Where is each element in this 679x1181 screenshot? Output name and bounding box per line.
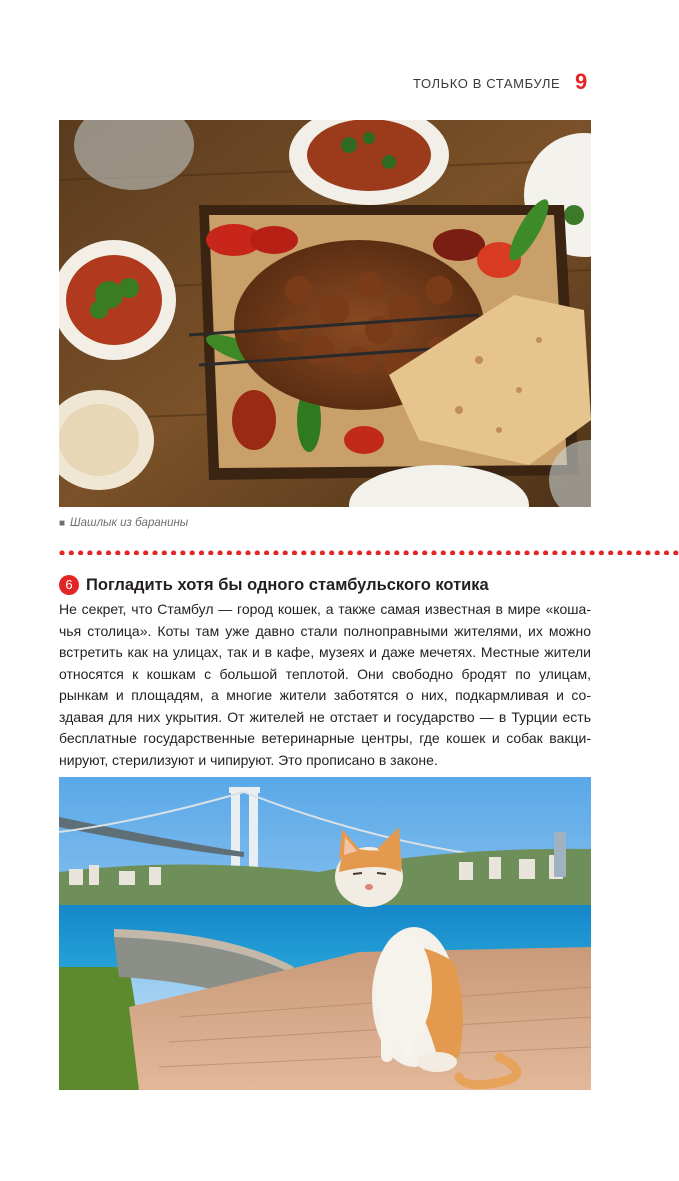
running-title: ТОЛЬКО В СТАМБУЛЕ (413, 76, 561, 91)
dotted-divider (59, 545, 679, 555)
shashlik-photo (59, 120, 591, 507)
caption-text: Шашлык из баранины (70, 517, 189, 529)
section-number-badge: 6 (59, 575, 79, 595)
cat-photo (59, 777, 591, 1090)
section-title: Погладить хотя бы одного стамбульского котика (86, 575, 489, 594)
photo-caption (59, 517, 188, 529)
running-header (413, 69, 603, 98)
section-body-text: Не секрет, что Стамбул — город кошек, а также самая известная в мире «коша-чья столица». Коты там уже давно стали полноправными жителями, их можно встретить как на улицах, так и в кафе, музеях и даже мечетях. Местные жители относятся к кошкам с большой теплотой. Они свободно бродят по улицам, рынкам и площадям, а многие жители заботятся о них, подкармливая и со-здавая для них укрытия. От жителей не отстает и государство — в Турции есть бесплатные государственные ветеринарные центры, где кошек и собак вакци-нируют, стерилизуют и чипируют. Это прописано в законе. (59, 601, 591, 768)
page-number: 9 (575, 69, 588, 94)
caption-marker-icon: ■ (59, 518, 66, 529)
section-heading (59, 573, 489, 597)
